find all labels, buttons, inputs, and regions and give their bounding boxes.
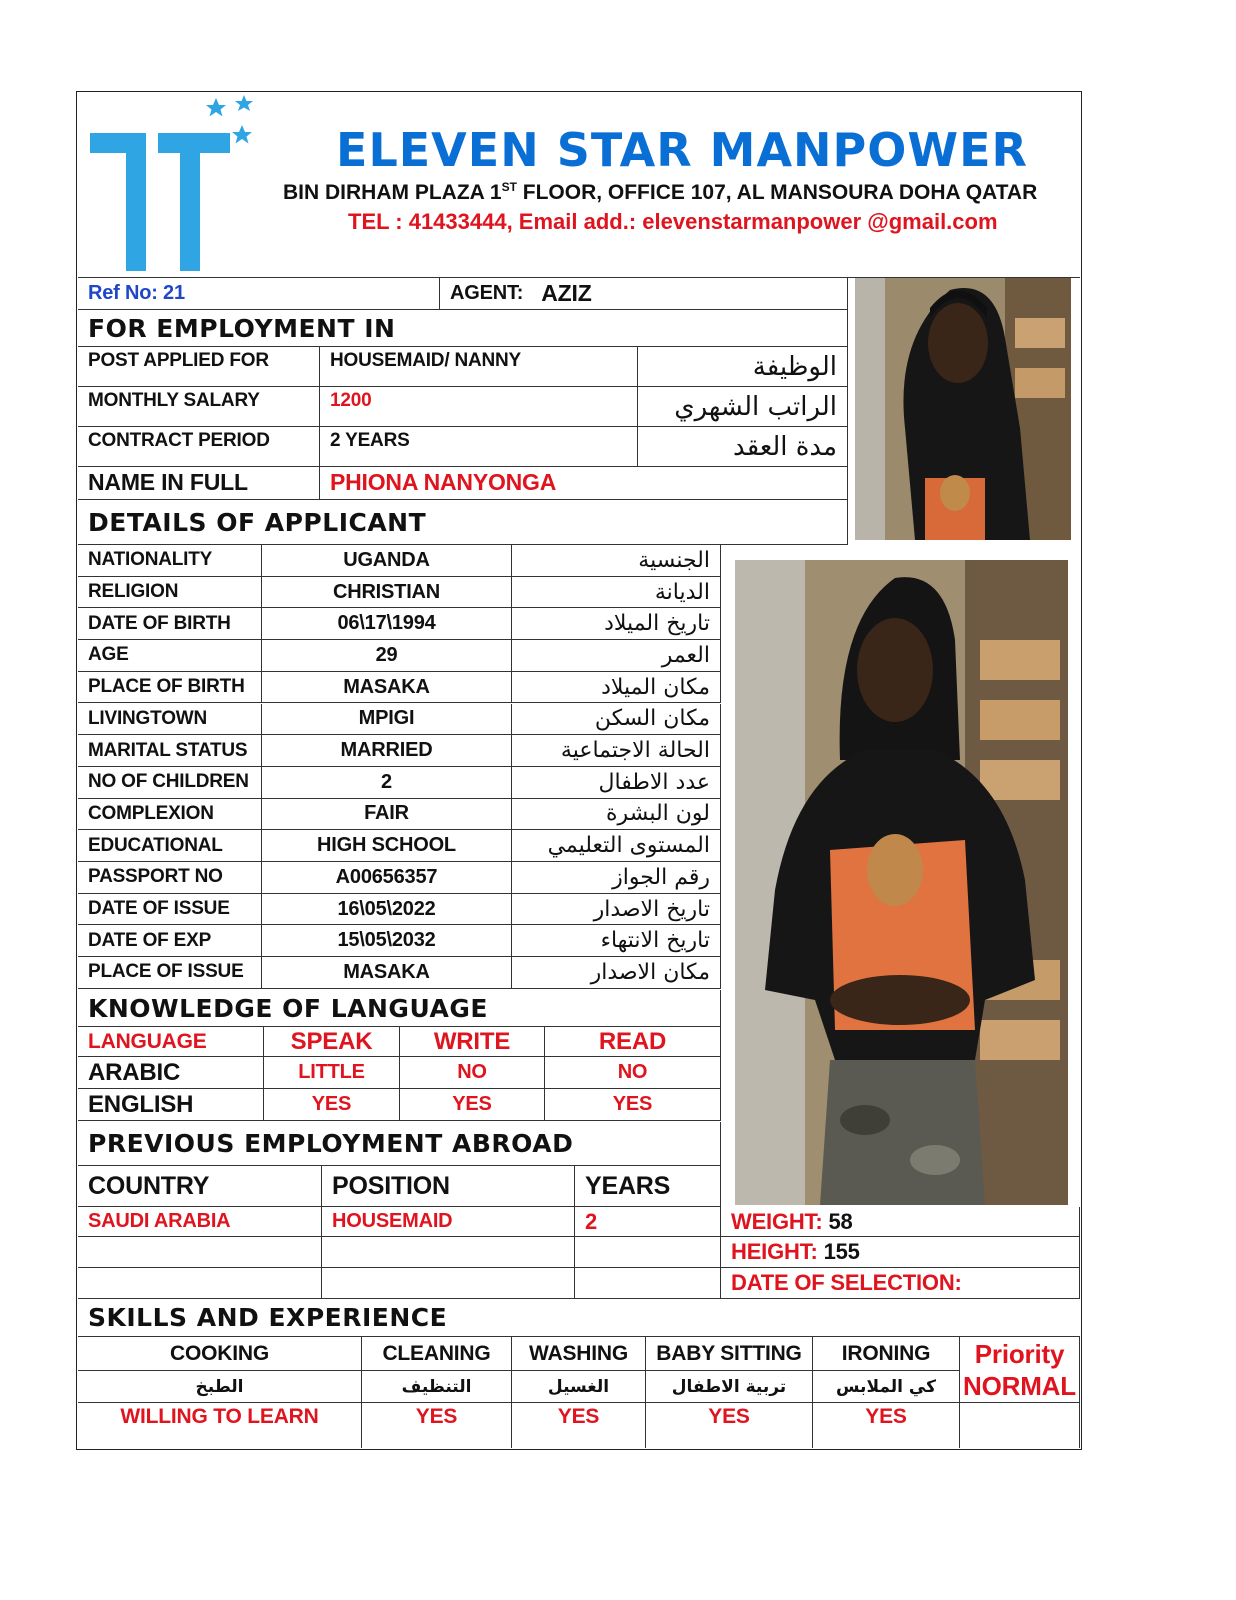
- previous-years: [575, 1268, 721, 1299]
- skill-name: CLEANING: [362, 1337, 512, 1371]
- height-label: HEIGHT:: [731, 1239, 818, 1264]
- detail-label: DATE OF EXP: [78, 925, 262, 957]
- name-value: PHIONA NANYONGA: [320, 466, 848, 500]
- priority-empty: [960, 1403, 1080, 1448]
- employment-value: HOUSEMAID/ NANNY: [320, 347, 638, 387]
- company-name: ELEVEN STAR MANPOWER: [336, 123, 1028, 177]
- detail-value: 06\17\1994: [262, 608, 512, 640]
- detail-label: COMPLEXION: [78, 799, 262, 831]
- previous-years: [575, 1237, 721, 1268]
- detail-arabic: المستوى التعليمي: [512, 830, 721, 862]
- detail-arabic: الجنسية: [512, 545, 721, 577]
- previous-years: 2: [575, 1207, 721, 1237]
- weight: [721, 1207, 1080, 1237]
- detail-value: MARRIED: [262, 735, 512, 767]
- language-title: KNOWLEDGE OF LANGUAGE: [78, 990, 721, 1027]
- language-header: LANGUAGE: [78, 1027, 264, 1057]
- detail-label: AGE: [78, 640, 262, 672]
- previous-position: [322, 1237, 575, 1268]
- detail-label: PLACE OF ISSUE: [78, 957, 262, 989]
- detail-arabic: رقم الجواز: [512, 862, 721, 894]
- photo-small-graphic: [855, 278, 1071, 540]
- language-name: ENGLISH: [78, 1089, 264, 1121]
- detail-value: MASAKA: [262, 672, 512, 704]
- previous-title: PREVIOUS EMPLOYMENT ABROAD: [78, 1122, 721, 1166]
- detail-arabic: تاريخ الانتهاء: [512, 925, 721, 957]
- employment-arabic: مدة العقد: [638, 427, 848, 467]
- previous-header: YEARS: [575, 1166, 721, 1207]
- applicant-photo-large: [735, 560, 1068, 1205]
- skill-value: WILLING TO LEARN: [78, 1403, 362, 1448]
- detail-arabic: تاريخ الاصدار: [512, 894, 721, 926]
- employment-label: MONTHLY SALARY: [78, 387, 320, 427]
- detail-value: 16\05\2022: [262, 894, 512, 926]
- date-of-selection: DATE OF SELECTION:: [721, 1268, 1080, 1299]
- skill-arabic: التنظيف: [362, 1371, 512, 1403]
- skill-name: BABY SITTING: [646, 1337, 813, 1371]
- name-label: NAME IN FULL: [78, 466, 320, 500]
- applicant-photo-small: [855, 278, 1071, 540]
- photo-large-graphic: [735, 560, 1068, 1205]
- priority-label: Priority: [960, 1337, 1080, 1371]
- agent-label: AGENT:: [450, 281, 524, 304]
- detail-value: UGANDA: [262, 545, 512, 577]
- language-write: YES: [400, 1089, 545, 1121]
- employment-value: 2 YEARS: [320, 427, 638, 467]
- skills-title: SKILLS AND EXPERIENCE: [78, 1299, 1080, 1337]
- previous-country: [78, 1237, 322, 1268]
- company-contact: TEL : 41433444, Email add.: elevenstarmanpower @gmail.com: [348, 209, 998, 234]
- skill-name: IRONING: [813, 1337, 960, 1371]
- language-header: WRITE: [400, 1027, 545, 1057]
- skill-arabic: الغسيل: [512, 1371, 646, 1403]
- stars-icon: [204, 95, 264, 155]
- language-speak: LITTLE: [264, 1057, 400, 1089]
- previous-position: HOUSEMAID: [322, 1207, 575, 1237]
- height-value: 155: [823, 1239, 860, 1264]
- detail-value: 29: [262, 640, 512, 672]
- skill-value: YES: [813, 1403, 960, 1448]
- employment-label: CONTRACT PERIOD: [78, 427, 320, 467]
- detail-value: A00656357: [262, 862, 512, 894]
- detail-label: EDUCATIONAL: [78, 830, 262, 862]
- language-speak: YES: [264, 1089, 400, 1121]
- skill-name: WASHING: [512, 1337, 646, 1371]
- employment-label: POST APPLIED FOR: [78, 347, 320, 387]
- skill-arabic: تربية الاطفال: [646, 1371, 813, 1403]
- detail-arabic: مكان الميلاد: [512, 672, 721, 704]
- weight-label: WEIGHT:: [731, 1208, 823, 1234]
- skill-value: YES: [512, 1403, 646, 1448]
- detail-label: NO OF CHILDREN: [78, 767, 262, 799]
- address-part: BIN DIRHAM PLAZA 1: [283, 181, 502, 204]
- detail-value: MASAKA: [262, 957, 512, 989]
- language-header: SPEAK: [264, 1027, 400, 1057]
- employment-value: 1200: [320, 387, 638, 427]
- agent: [440, 277, 848, 310]
- address-part: FLOOR, OFFICE 107, AL MANSOURA DOHA QATAR: [516, 181, 1038, 204]
- language-read: YES: [545, 1089, 721, 1121]
- detail-arabic: تاريخ الميلاد: [512, 608, 721, 640]
- detail-arabic: لون البشرة: [512, 799, 721, 831]
- detail-arabic: مكان السكن: [512, 704, 721, 736]
- previous-country: [78, 1268, 322, 1299]
- detail-value: 15\05\2032: [262, 925, 512, 957]
- ref-no: Ref No: 21: [78, 277, 440, 310]
- detail-value: HIGH SCHOOL: [262, 830, 512, 862]
- detail-label: PLACE OF BIRTH: [78, 672, 262, 704]
- detail-value: FAIR: [262, 799, 512, 831]
- detail-label: RELIGION: [78, 577, 262, 609]
- agent-value: AZIZ: [541, 279, 592, 306]
- height: [721, 1237, 1080, 1268]
- skill-name: COOKING: [78, 1337, 362, 1371]
- language-write: NO: [400, 1057, 545, 1089]
- detail-arabic: الحالة الاجتماعية: [512, 735, 721, 767]
- detail-label: DATE OF BIRTH: [78, 608, 262, 640]
- detail-label: MARITAL STATUS: [78, 735, 262, 767]
- employment-title: FOR EMPLOYMENT IN: [78, 310, 848, 347]
- details-title: DETAILS OF APPLICANT: [78, 500, 848, 545]
- language-header: READ: [545, 1027, 721, 1057]
- detail-arabic: عدد الاطفال: [512, 767, 721, 799]
- detail-value: MPIGI: [262, 704, 512, 736]
- detail-label: NATIONALITY: [78, 545, 262, 577]
- detail-arabic: الديانة: [512, 577, 721, 609]
- previous-header: POSITION: [322, 1166, 575, 1207]
- detail-arabic: العمر: [512, 640, 721, 672]
- weight-value: 58: [828, 1208, 853, 1234]
- skill-arabic: الطبخ: [78, 1371, 362, 1403]
- detail-arabic: مكان الاصدار: [512, 957, 721, 989]
- previous-header: COUNTRY: [78, 1166, 322, 1207]
- language-read: NO: [545, 1057, 721, 1089]
- employment-arabic: الوظيفة: [638, 347, 848, 387]
- skill-arabic: كي الملابس: [813, 1371, 960, 1403]
- detail-value: 2: [262, 767, 512, 799]
- language-name: ARABIC: [78, 1057, 264, 1089]
- detail-value: CHRISTIAN: [262, 577, 512, 609]
- employment-arabic: الراتب الشهري: [638, 387, 848, 427]
- previous-country: SAUDI ARABIA: [78, 1207, 322, 1237]
- skill-value: YES: [646, 1403, 813, 1448]
- detail-label: PASSPORT NO: [78, 862, 262, 894]
- priority-value: NORMAL: [960, 1371, 1080, 1403]
- detail-label: DATE OF ISSUE: [78, 894, 262, 926]
- previous-position: [322, 1268, 575, 1299]
- detail-label: LIVINGTOWN: [78, 704, 262, 736]
- header: [78, 93, 1080, 278]
- address-sup: ST: [501, 180, 517, 194]
- skill-value: YES: [362, 1403, 512, 1448]
- company-address: [283, 180, 1037, 205]
